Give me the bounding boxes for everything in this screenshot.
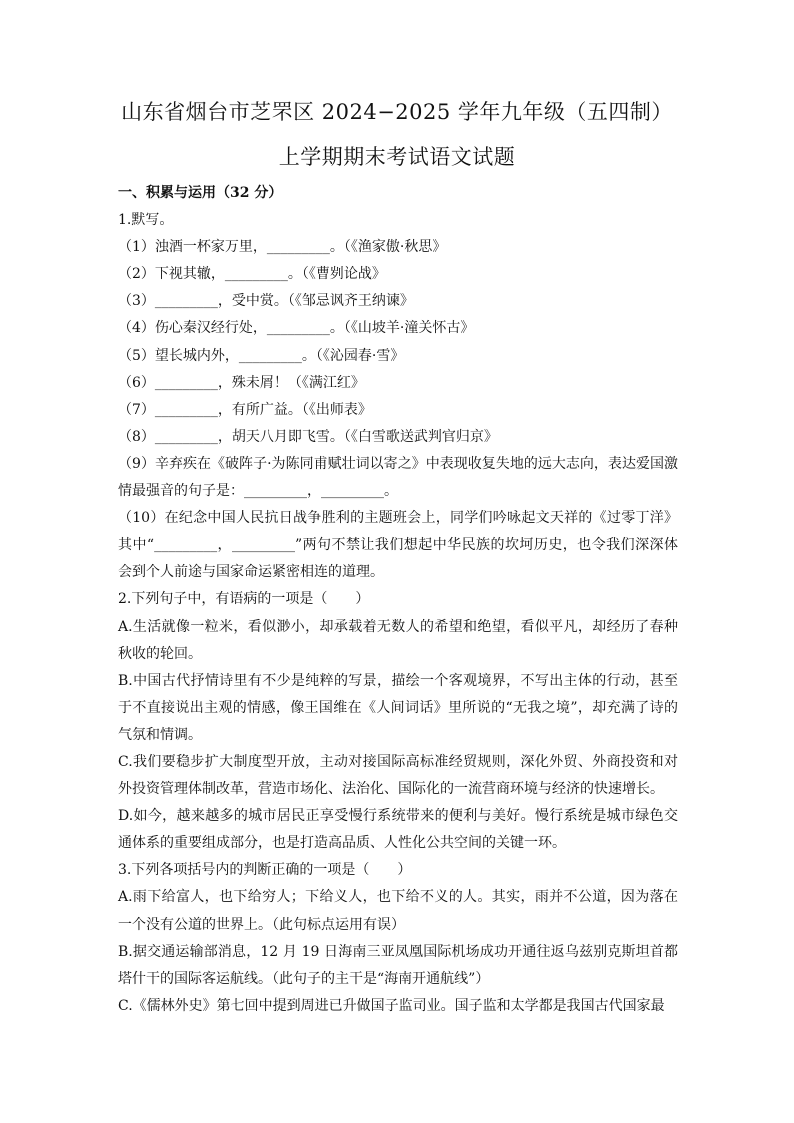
- question-1-item-2: （2）下视其辙，_________。（《曹刿论战》: [118, 266, 386, 283]
- question-1-item-6: （6）_________，殊未屑！（《满江红》: [118, 374, 365, 391]
- question-1-item-1: （1）浊酒一杯家万里，_________。（《渔家傲·秋思》: [118, 239, 447, 256]
- section-heading: 一、积累与运用（32 分）: [118, 185, 283, 201]
- question-1-item-5: （5）望长城内外，_________。（《沁园春·雪》: [118, 347, 405, 364]
- question-3-option-a: A.雨下给富人，也下给穷人；下给义人，也下给不义的人。其实，雨并不公道，因为落在一个没有公道的世界上。（此句标点运用有误）: [118, 889, 678, 933]
- question-2-stem: 2.下列句子中，有语病的一项是（ ）: [118, 591, 370, 608]
- question-2-option-a: A.生活就像一粒米，看似渺小，却承载着无数人的希望和绝望，看似平凡，却经历了春种秋收的轮回。: [118, 618, 678, 662]
- question-2-option-d: D.如今，越来越多的城市居民正享受慢行系统带来的便利与美好。慢行系统是城市绿色交通体系的重要组成部分，也是打造高品质、人性化公共空间的关键一环。: [118, 808, 678, 852]
- question-2-option-c: C.我们要稳步扩大制度型开放，主动对接国际高标准经贸规则，深化外贸、外商投资和对外投资管理体制改革，营造市场化、法治化、国际化的一流营商环境与经济的快速增长。: [118, 753, 678, 798]
- question-1-item-3: （3）_________，受中赏。（《邹忌讽齐王纳谏》: [118, 293, 414, 310]
- question-3-stem: 3.下列各项括号内的判断正确的一项是（ ）: [118, 862, 412, 879]
- document-title-line-2: 上学期期末考试语文试题: [278, 145, 516, 169]
- question-1-item-9: （9）辛弃疾在《破阵子·为陈同甫赋壮词以寄之》中表现收复失地的远大志向，表达爱国激情最强音的句子是：_________，_________。: [118, 455, 678, 500]
- question-1-item-10: （10）在纪念中国人民抗日战争胜利的主题班会上，同学们吟咏起文天祥的《过零丁洋》其中“_________，_________”两句不禁让我们想起中华民族的坎坷历史，也令我们深深体会到个人前途与国家命运紧密相连的道理。: [118, 510, 678, 581]
- question-1-item-4: （4）伤心秦汉经行处，_________。（《山坡羊·潼关怀古》: [118, 320, 475, 337]
- question-1-stem: 1.默写。: [118, 212, 174, 229]
- question-1-item-7: （7）_________，有所广益。（《出师表》: [118, 401, 372, 418]
- document-title-line-1: 山东省烟台市芝罘区 2024−2025 学年九年级（五四制）: [121, 100, 673, 124]
- document-body: [118, 180, 678, 1020]
- question-3-option-c: C.《儒林外史》第七回中提到周进已升做国子监司业。国子监和太学都是我国古代国家最: [118, 997, 665, 1014]
- question-3-option-b: B.据交通运输部消息，12 月 19 日海南三亚凤凰国际机场成功开通往返乌兹别克斯坦首都塔什干的国际客运航线。（此句子的主干是“海南开通航线”）: [118, 943, 678, 987]
- question-2-option-b: B.中国古代抒情诗里有不少是纯粹的写景，描绘一个客观境界，不写出主体的行动，甚至于不直接说出主观的情感，像王国维在《人间词话》里所说的“无我之境”，却充满了诗的气氛和情调。: [118, 672, 678, 743]
- question-1-item-8: （8）_________，胡天八月即飞雪。（《白雪歌送武判官归京》: [118, 428, 498, 445]
